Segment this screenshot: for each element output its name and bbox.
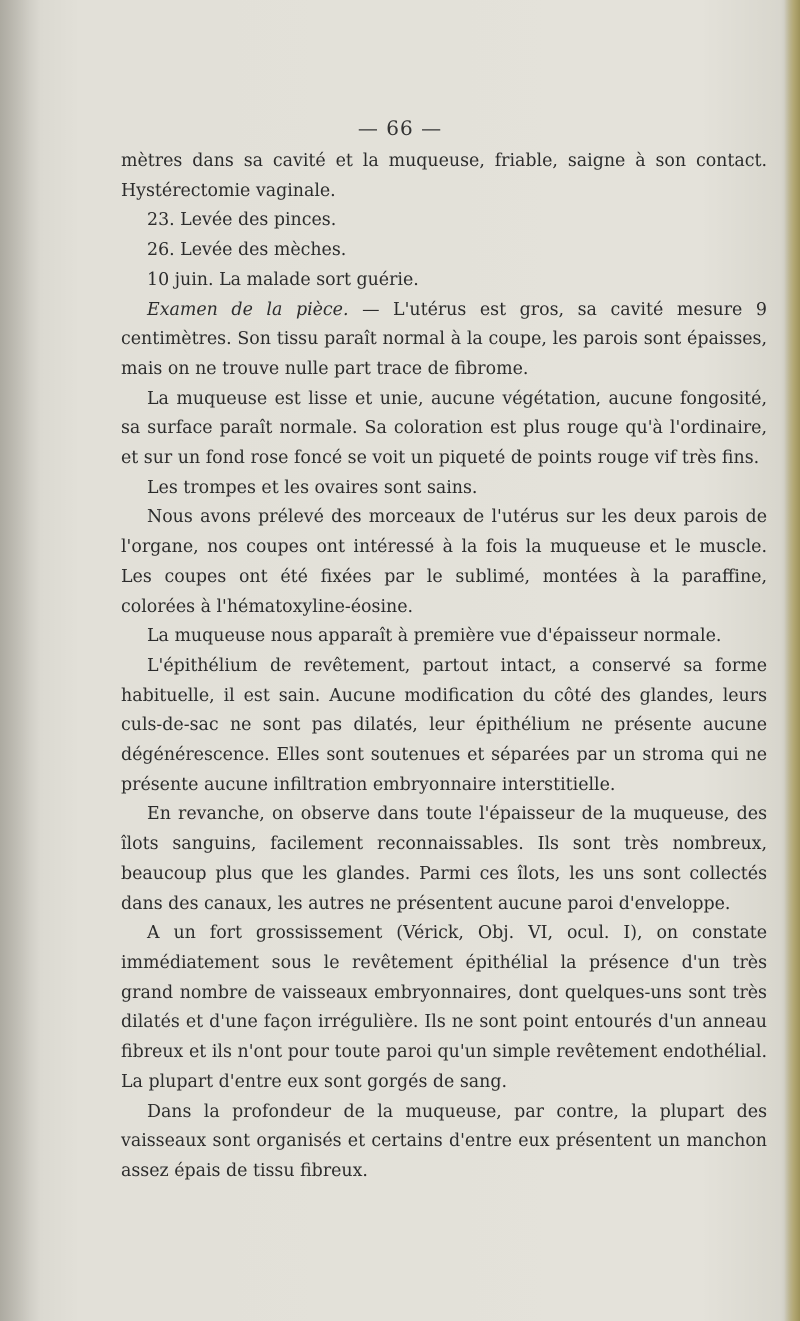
page-number: — 66 — [357,116,443,140]
paragraph-13: Dans la profondeur de la muqueuse, par contre, la plupart des vaisseaux sont organisés et certains d'entre eux présentent un manchon assez épais de tissu fibreux. [121,1101,767,1181]
paragraph-6: La muqueuse est lisse et unie, aucune végétation, aucune fongosité, sa surface paraît normale. Sa coloration est plus rouge qu'à l'ordinaire, et sur un fond rose foncé se voit un piqueté de points rouge vif très fins. [121,388,767,469]
paragraph-5 [121,296,767,385]
paragraph-5-text: — L'utérus est gros, sa cavité mesure 9 centimètres. Son tissu paraît normal à la coupe, les parois sont épaisses, mais on ne trouve nulle part trace de fibrome. [121,299,767,379]
paragraph-9: La muqueuse nous apparaît à première vue d'épaisseur normale. [147,626,722,647]
body-text [121,147,767,1187]
section-label: Examen de la pièce. [147,299,349,320]
paragraph-11: En revanche, on observe dans toute l'épaisseur de la muqueuse, des îlots sanguins, facilement reconnaissables. Ils sont très nombreux, beaucoup plus que les glandes. Parmi ces îlots, les uns sont collectés dans des canaux, les autres ne présentent aucune paroi d'enveloppe. [121,804,767,914]
paragraph-1: mètres dans sa cavité et la muqueuse, friable, saigne à son contact. Hystérectomie vaginale. [121,151,767,201]
paragraph-7: Les trompes et les ovaires sont sains. [147,477,478,498]
paragraph-12: A un fort grossissement (Vérick, Obj. VI, ocul. I), on constate immédiatement sous le revêtement épithélial la présence d'un très grand nombre de vaisseaux embryonnaires, dont quelques-uns sont très dilatés et d'une façon irrégulière. Ils ne sont point entourés d'un anneau fibreux et ils n'ont pour toute paroi qu'un simple revêtement endothélial. La plupart d'entre eux sont gorgés de sang. [121,923,767,1092]
paragraph-10: L'épithélium de revêtement, partout intact, a conservé sa forme habituelle, il est sain. Aucune modification du côté des glandes, leurs culs-de-sac ne sont pas dilatés, leur épithélium ne présente aucune dégénérescence. Elles sont soutenues et séparées par un stroma qui ne présente aucune infiltration embryonnaire interstitielle. [121,655,767,795]
paragraph-4: 10 juin. La malade sort guérie. [147,269,419,290]
paragraph-3: 26. Levée des mèches. [147,240,347,261]
page-shadow-left [0,0,40,1321]
paragraph-2: 23. Levée des pinces. [147,210,337,231]
paragraph-8: Nous avons prélevé des morceaux de l'utérus sur les deux parois de l'organe, nos coupes ont intéressé à la fois la muqueuse et le muscle. Les coupes ont été fixées par le sublimé, montées à la paraffine, colorées à l'hématoxyline-éosine. [121,507,767,617]
page-edge-right [784,0,800,1321]
